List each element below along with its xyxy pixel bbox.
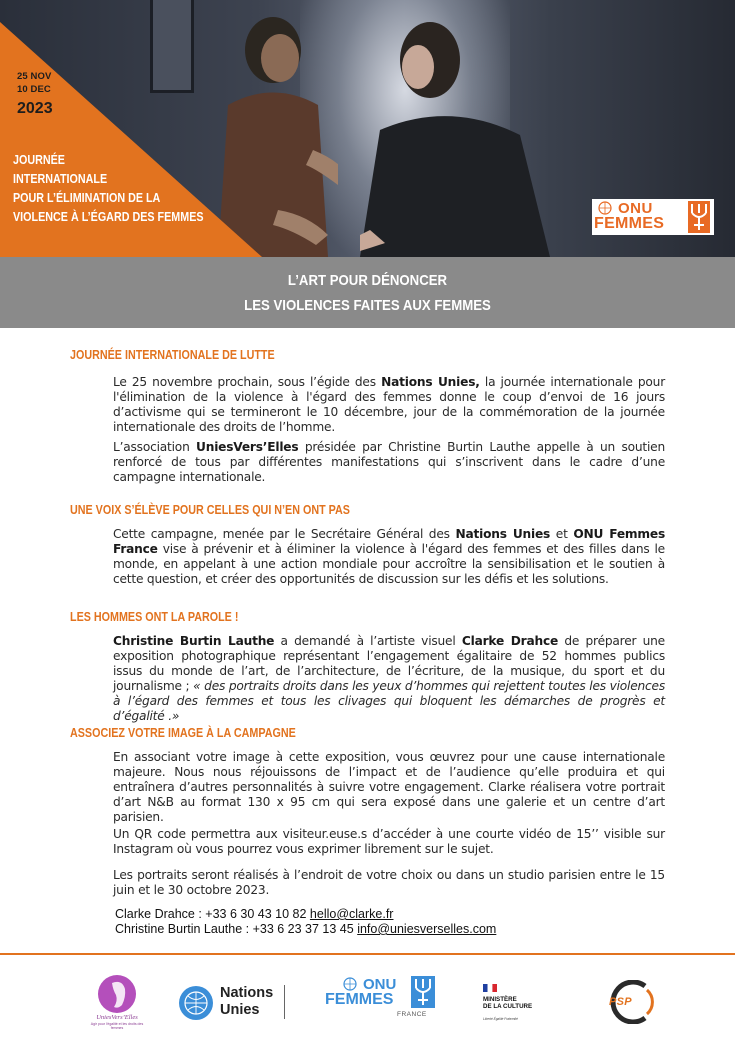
ministere-culture-logo	[483, 984, 553, 1024]
section-title: ASSOCIEZ VOTRE IMAGE À LA CAMPAGNE	[70, 726, 296, 740]
profile-circle-icon	[98, 975, 136, 1013]
un-emblem-icon	[341, 977, 359, 991]
onu-france-line1: ONU	[363, 976, 397, 993]
paragraph: Cette campagne, menée par le Secrétaire Général des Nations Unies et ONU Femmes France vise à prévenir et à éliminer la violence à l'égard des femmes et des filles dans le monde, en appelant à une action mondiale pour accroître la sensibilisation et le soutien à cette question, et créer des opportunités de discussion sur les défis et les solutions.	[113, 527, 666, 586]
un-emblem-icon	[596, 201, 614, 215]
women-symbol-icon	[411, 976, 435, 1008]
un-emblem-icon	[176, 984, 216, 1022]
email-link[interactable]: info@uniesverselles.com	[357, 922, 497, 936]
email-link[interactable]: hello@clarke.fr	[309, 907, 394, 921]
psp-text: PSP	[609, 996, 632, 1008]
nations-line2: Unies	[220, 1002, 260, 1018]
onu-femmes-logo	[592, 199, 714, 235]
paragraph: L’association UniesVers’Elles présidée par Christine Burtin Lauthe appelle à un soutien renforcé de tous par différentes manifestations qui s’inscrivent dans le cadre d’une campagne internationale.	[113, 440, 665, 484]
onu-france-line2: FEMMES	[325, 991, 394, 1008]
unies-tagline: Agir pour l'égalité et les droits des femmes	[90, 1022, 144, 1030]
ministere-motto: Liberté Égalité Fraternité	[483, 1017, 518, 1021]
date-start: 25 NOV	[17, 71, 52, 82]
paragraph: En associant votre image à cette exposition, vous œuvrez pour une cause internationale majeure. Nous nous réjouissons de l’impact et de l’audience qu’elle produira et qui entraînera d’autres personnalités à suivre votre engagement. Clarke réalisera votre portrait d’art N&B au format 130 x 95 cm qui sera exposé dans une galerie et un centre d’art parisien.	[113, 750, 665, 824]
section-title: JOURNÉE INTERNATIONALE DE LUTTE	[70, 348, 275, 362]
year: 2023	[17, 100, 53, 117]
ministere-line1: MINISTÈRE	[483, 996, 517, 1003]
hero-title	[13, 151, 219, 227]
footer-divider	[0, 953, 735, 955]
hero-title-line: POUR L’ÉLIMINATION DE LA	[13, 191, 161, 205]
onu-logo-line1: ONU	[618, 200, 653, 217]
onu-france-line3: FRANCE	[397, 1011, 427, 1018]
unies-name: UniesVers’Elles	[96, 1014, 138, 1021]
paragraph: Le 25 novembre prochain, sous l’égide des Nations Unies, la journée internationale pour l'élimination de la violence à l'égard des femmes donne le coup d’envoi de 16 jours d’activisme qui se termineront le 10 décembre, jour de la commémoration de la journée internationale des droits de l’homme.	[113, 375, 666, 434]
hero-title-line: INTERNATIONALE	[13, 172, 108, 186]
hero-title-line: VIOLENCE À L’ÉGARD DES FEMMES	[13, 210, 204, 224]
paragraph: Les portraits seront réalisés à l’endroit de votre choix ou dans un studio parisien entre le 15 juin et le 30 octobre 2023.	[113, 868, 665, 897]
psp-logo	[595, 980, 663, 1024]
contact-line: Clarke Drahce : +33 6 30 43 10 82 hello@clarke.fr	[115, 907, 394, 921]
woman-profile-icon	[98, 975, 136, 1013]
logo-separator	[284, 985, 285, 1019]
banner-title-line1: L’ART POUR DÉNONCER	[287, 272, 448, 289]
paragraph: Christine Burtin Lauthe a demandé à l’artiste visuel Clarke Drahce de préparer une exposition photographique représentant l’engagement égalitaire de 52 hommes publics issus du monde de l’art, de l’architecture, de l’écriture, de la musique, du sport et du journalisme ; « des portraits droits dans les yeux d’hommes qui rejettent toutes les violences à l’égard des femmes et tous les clivages qui bloquent les démarches de progrès et d’égalité .»	[113, 634, 665, 723]
contact-line: Christine Burtin Lauthe : +33 6 23 37 13 45 info@uniesverselles.com	[115, 922, 497, 936]
section-title: LES HOMMES ONT LA PAROLE !	[70, 610, 239, 624]
women-symbol-icon	[688, 201, 710, 233]
french-flag-icon	[483, 984, 497, 992]
nations-line1: Nations	[220, 985, 274, 1001]
section-title: UNE VOIX S’ÉLÈVE POUR CELLES QUI N’EN ONT PAS	[70, 503, 350, 517]
paragraph: Un QR code permettra aux visiteur.euse.s d’accéder à une courte vidéo de 15’’ visible sur Instagram où vous pourrez vous exprimer librement sur le sujet.	[113, 827, 665, 856]
date-end: 10 DEC	[17, 84, 51, 95]
banner-title-line2: LES VIOLENCES FAITES AUX FEMMES	[244, 297, 491, 314]
ministere-line2: DE LA CULTURE	[483, 1003, 533, 1010]
onu-logo-line2: FEMMES	[594, 215, 665, 232]
nations-unies-logo	[176, 983, 288, 1023]
uniesverselles-logo	[86, 975, 148, 1033]
title-banner	[0, 257, 735, 328]
onu-femmes-france-logo	[325, 976, 440, 1024]
hero-title-line: JOURNÉE	[13, 153, 65, 167]
